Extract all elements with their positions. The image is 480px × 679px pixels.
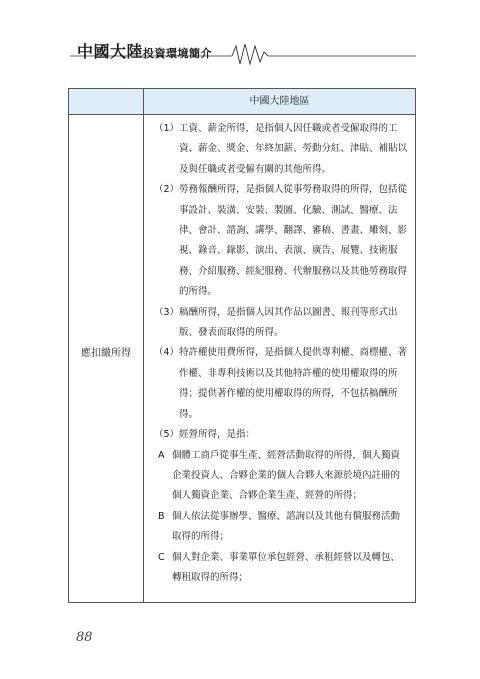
- sub-item-letter: C: [158, 551, 165, 563]
- item-text: 特許權使用費所得，是指個人提供專利權、商標權、著作權、非專利技術以及其他特許權的使用權取得的所得；提供著作權的使用權取得的所得，不包括稿酬所得。: [179, 347, 408, 420]
- sub-item-text: 個人依法從事辦學、醫療、諮詢以及其他有償服務活動取得的所得；: [172, 510, 401, 543]
- list-item: [154, 180, 409, 302]
- item-text: 工資、薪金所得，是指個人因任職或者受僱取得的工資、薪金、獎金、年終加薪、勞動分紅、津貼、補貼以及與任職或者受僱有關的其他所得。: [179, 123, 408, 175]
- sub-list-item: [154, 548, 409, 589]
- sub-item-text: 個人對企業、事業單位承包經營、承租經營以及轉包、轉租取得的所得；: [172, 551, 401, 583]
- item-number: （4）: [154, 347, 180, 359]
- list-item: [154, 303, 409, 344]
- list-item: [154, 119, 409, 180]
- tax-income-table: [68, 88, 416, 603]
- sub-list-item: [154, 446, 409, 507]
- sub-item-letter: B: [158, 510, 165, 522]
- table-cell-content: [154, 119, 409, 588]
- item-text: 經營所得，是指：: [179, 429, 256, 441]
- list-item: [154, 343, 409, 425]
- list-item: [154, 425, 409, 445]
- item-number: （5）: [154, 429, 180, 441]
- page-header: [0, 0, 480, 70]
- sub-item-letter: A: [158, 449, 165, 461]
- item-text: 稿酬所得，是指個人因其作品以圖書、報刊等形式出版、發表而取得的所得。: [179, 306, 398, 339]
- title-sub: 投資環境簡介: [143, 47, 213, 60]
- header-rule: [0, 0, 480, 70]
- row-label: 應扣繳所得: [81, 348, 131, 359]
- sub-list-item: [154, 507, 409, 548]
- running-title: [77, 39, 212, 62]
- page-number: 88: [76, 630, 93, 645]
- column-header-region: 中國大陸地區: [249, 96, 310, 107]
- item-number: （1）: [154, 123, 180, 134]
- item-number: （3）: [154, 306, 180, 318]
- heartbeat-icon: [232, 44, 268, 64]
- table-header-row: [69, 89, 415, 115]
- item-number: （2）: [154, 184, 180, 196]
- item-text: 勞務報酬所得，是指個人從事勞務取得的所得，包括從事設計、裝潢、安裝、製圖、化驗、測試、醫療、法律、會計、諮詢、講學、翻譯、審稿、書畫、雕刻、影視、錄音、錄影、演出、表演、廣告、展覽、技術服務、介紹服務、經紀服務、代辦服務以及其他勞務取得的所得。: [179, 184, 408, 298]
- sub-item-text: 個體工商戶從事生產、經營活動取得的所得，個人獨資企業投資人、合夥企業的個人合夥人來源於境內註冊的個人獨資企業、合夥企業生產、經營的所得；: [172, 449, 401, 502]
- title-main: 中國大陸: [77, 42, 144, 61]
- column-divider: [143, 89, 144, 602]
